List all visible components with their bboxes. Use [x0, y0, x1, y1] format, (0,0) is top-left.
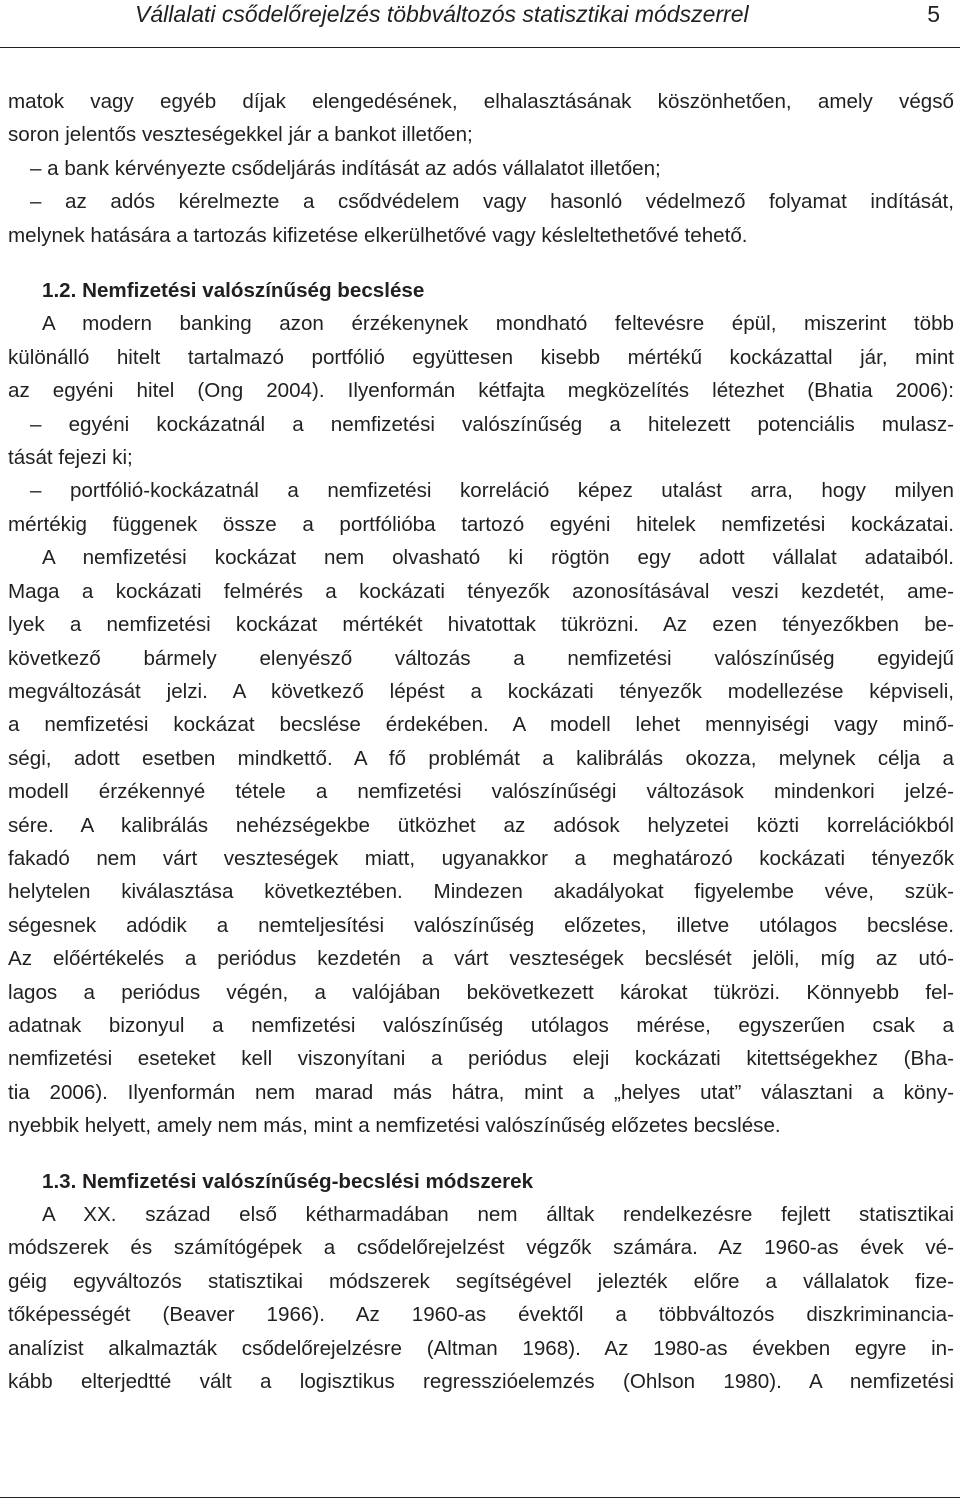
- body-text: [8, 85, 954, 1398]
- text-line: tia 2006). Ilyenformán nem marad más hátra, mint a „helyes utat” választani a köny-: [8, 1080, 954, 1104]
- text-line: analízist alkalmazták csődelőrejelzésre (Altman 1968). Az 1980-as években egyre in-: [8, 1336, 954, 1360]
- text-line: fakadó nem várt veszteségek miatt, ugyanakkor a meghatározó kockázati tényezők: [8, 846, 954, 870]
- text-line: Az előértékelés a periódus kezdetén a várt veszteségek becslését jelöli, míg az utó-: [8, 947, 954, 971]
- text-line: megváltozását jelzi. A következő lépést a kockázati tényezők modellezése képviseli,: [8, 679, 954, 703]
- text-line: soron jelentős veszteségekkel jár a bankot illetően;: [8, 123, 473, 147]
- running-header-title: Vállalati csődelőrejelzés többváltozós statisztikai módszerrel: [135, 1, 749, 27]
- list-item: – az adós kérelmezte a csődvédelem vagy hasonló védelmező folyamat indítását,: [30, 190, 954, 214]
- text-line: melynek hatására a tartozás kifizetése elkerülhetővé vagy késleltethetővé tehető.: [8, 223, 748, 247]
- text-line: modell érzékennyé tétele a nemfizetési valószínűségi változások mindenkori jelzé-: [8, 780, 954, 804]
- text-line: matok vagy egyéb díjak elengedésének, elhalasztásának köszönhetően, amely végső: [8, 90, 954, 113]
- text-line: nemfizetési eseteket kell viszonyítani a periódus eleji kockázati kitettségekhez (Bha-: [8, 1047, 954, 1071]
- text-line: az egyéni hitel (Ong 2004). Ilyenformán kétfajta megközelítés létezhet (Bhatia 2006):: [8, 379, 954, 403]
- section-heading-1-3: 1.3. Nemfizetési valószínűség-becslési módszerek: [42, 1169, 534, 1193]
- text-line: lagos a periódus végén, a valójában bekövetkezett károkat tükrözi. Könnyebb fel-: [8, 980, 954, 1004]
- text-line: különálló hitelt tartalmazó portfólió együttesen kisebb mértékű kockázattal jár, mint: [8, 345, 954, 369]
- text-line: adatnak bizonyul a nemfizetési valószínűség utólagos mérése, egyszerűen csak a: [8, 1013, 954, 1037]
- spacer: [8, 1143, 954, 1165]
- list-item: – portfólió-kockázatnál a nemfizetési korreláció képez utalást arra, hogy milyen: [30, 479, 954, 503]
- text-line: ségi, adott esetben mindkettő. A fő problémát a kalibrálás okozza, melynek célja a: [8, 746, 954, 770]
- text-line: géig egyváltozós statisztikai módszerek segítségével jelezték előre a vállalatok fize-: [8, 1269, 954, 1293]
- text-line: tőképességét (Beaver 1966). Az 1960-as évektől a többváltozós diszkriminancia-: [8, 1303, 954, 1327]
- section-heading-1-2: 1.2. Nemfizetési valószínűség becslése: [42, 279, 425, 303]
- text-line: A nemfizetési kockázat nem olvasható ki rögtön egy adott vállalat adataiból.: [42, 546, 954, 570]
- text-line: Maga a kockázati felmérés a kockázati tényezők azonosításával veszi kezdetét, ame-: [8, 579, 954, 603]
- footer-rule: [0, 1497, 960, 1498]
- list-item: – a bank kérvényezte csődeljárás indítását az adós vállalatot illetően;: [30, 156, 661, 180]
- page-number: 5: [927, 1, 940, 27]
- list-item: – egyéni kockázatnál a nemfizetési valószínűség a hitelezett potenciális mulasz-: [30, 412, 954, 436]
- text-line: módszerek és számítógépek a csődelőrejelzést végzők számára. Az 1960-as évek vé-: [8, 1236, 954, 1260]
- text-line: helytelen kiválasztása következtében. Mindezen akadályokat figyelembe véve, szük-: [8, 880, 954, 904]
- spacer: [8, 252, 954, 274]
- text-line: sére. A kalibrálás nehézségekbe ütközhet az adósok helyzetei közti korrelációkból: [8, 813, 954, 837]
- text-line: következő bármely elenyésző változás a nemfizetési valószínűség egyidejű: [8, 646, 954, 670]
- text-line: A modern banking azon érzékenynek mondható feltevésre épül, miszerint több: [42, 312, 954, 336]
- text-line: lyek a nemfizetési kockázat mértékét hivatottak tükrözni. Az ezen tényezőkben be-: [8, 613, 954, 637]
- text-line: mértékig függenek össze a portfólióba tartozó egyéni hitelek nemfizetési kockázatai.: [8, 512, 954, 536]
- text-line: ségesnek adódik a nemteljesítési valószínűség előzetes, illetve utólagos becslése.: [8, 913, 954, 937]
- text-line: tását fejezi ki;: [8, 446, 133, 470]
- text-line: kább elterjedtté vált a logisztikus regresszióelemzés (Ohlson 1980). A nemfizetési: [8, 1370, 954, 1394]
- running-header: [0, 0, 960, 48]
- text-line: a nemfizetési kockázat becslése érdekében. A modell lehet mennyiségi vagy minő-: [8, 713, 954, 737]
- text-line: A XX. század első kétharmadában nem álltak rendelkezésre fejlett statisztikai: [42, 1203, 954, 1226]
- text-line: nyebbik helyett, amely nem más, mint a nemfizetési valószínűség előzetes becslése.: [8, 1114, 781, 1138]
